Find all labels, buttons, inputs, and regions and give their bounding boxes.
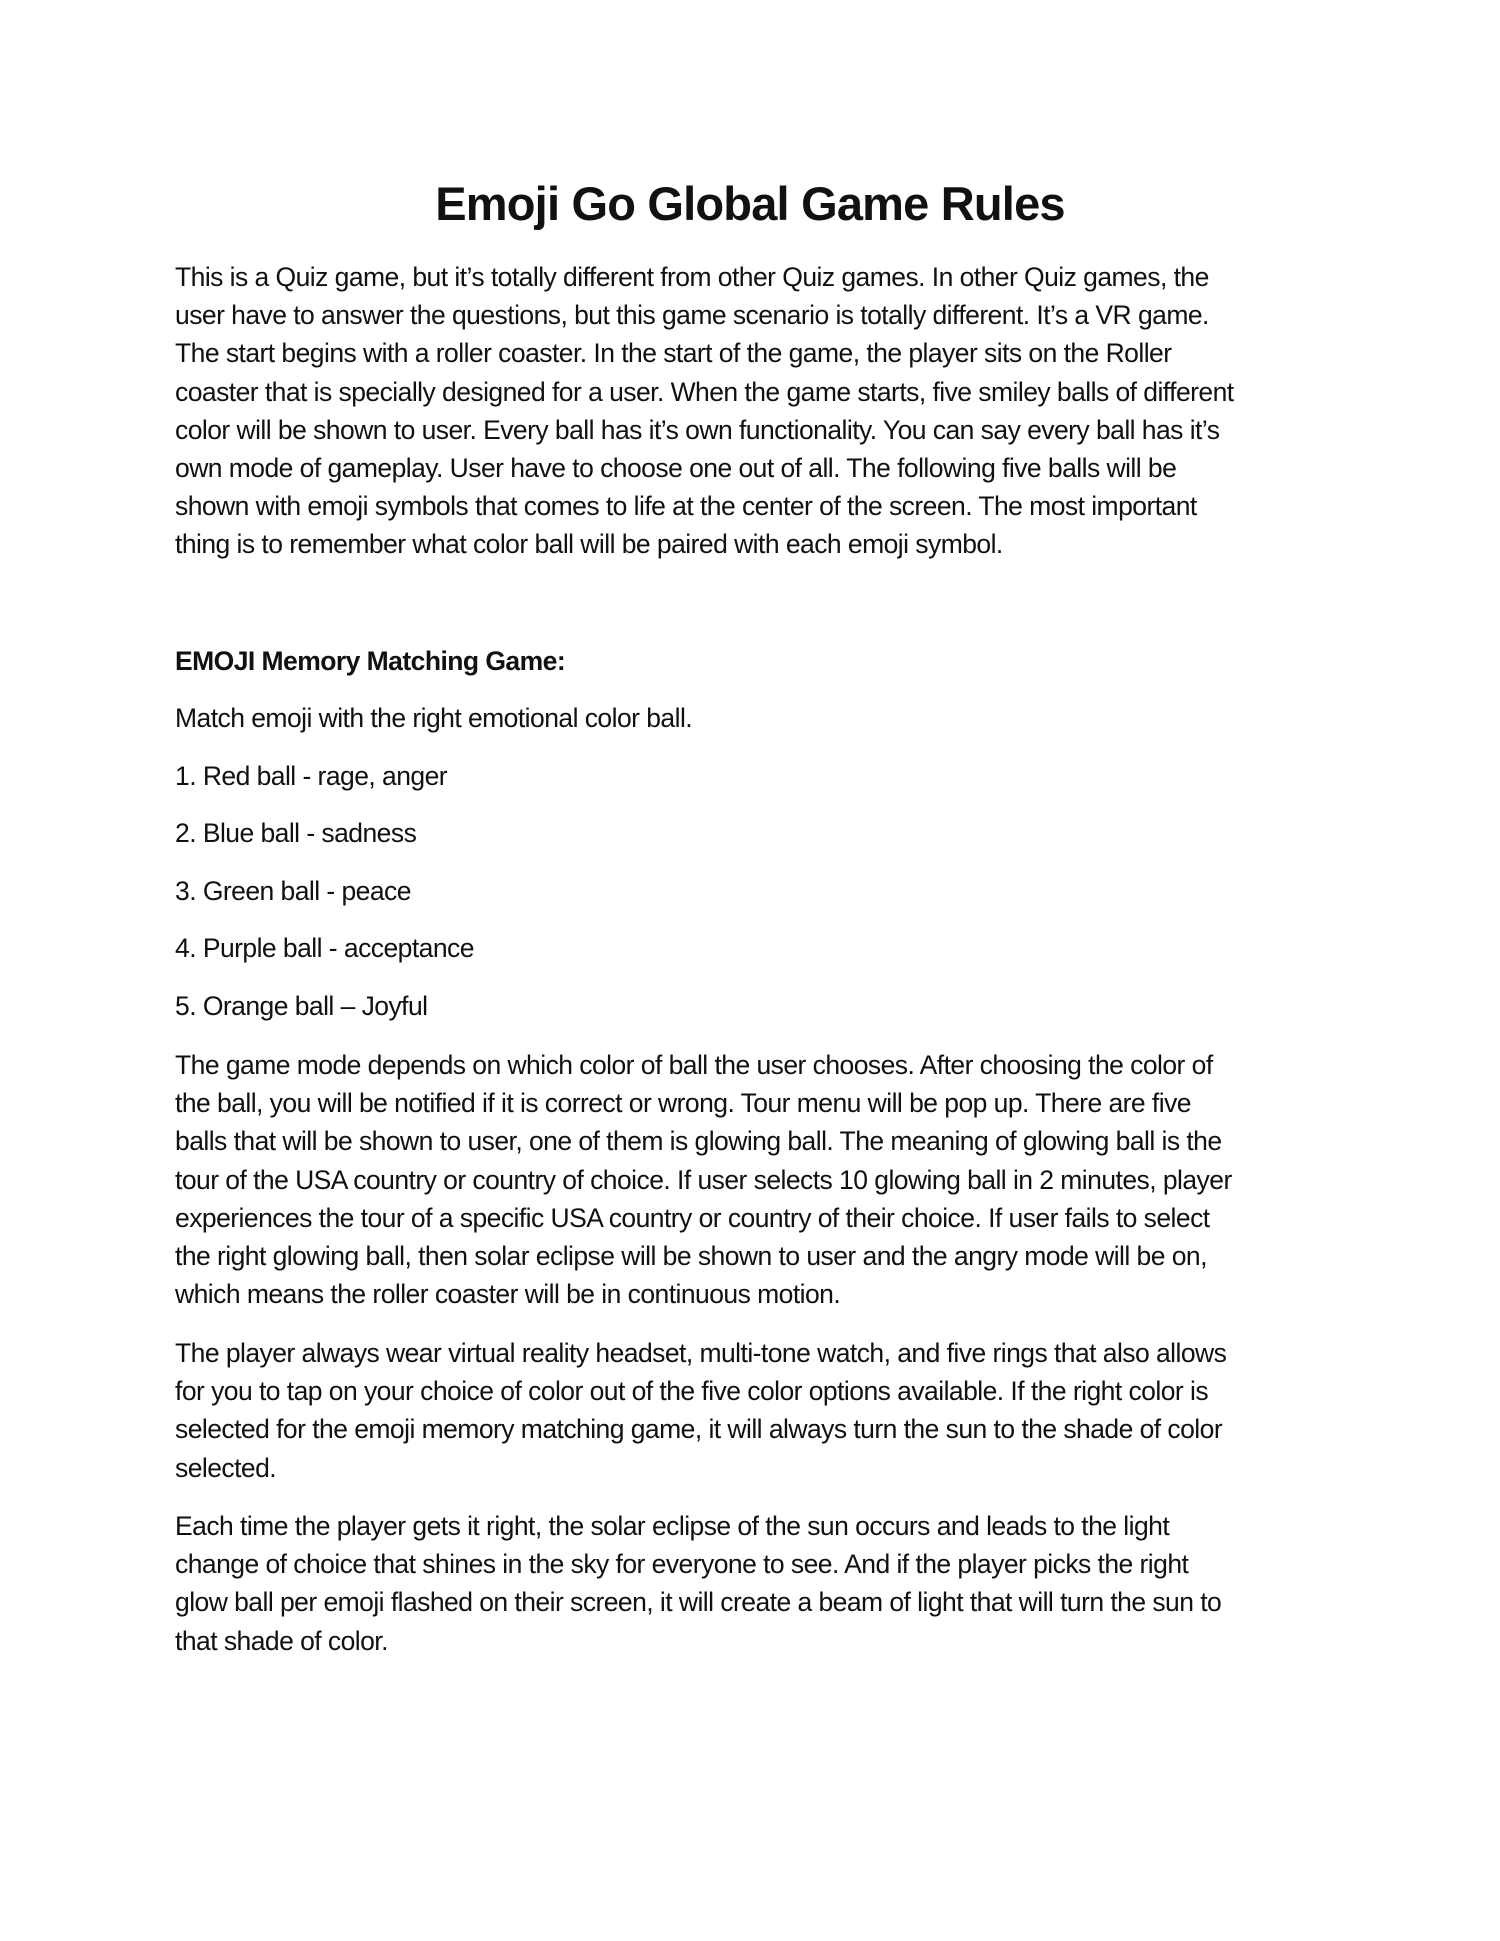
document-title: Emoji Go Global Game Rules [435, 177, 1065, 230]
text-line: the ball, you will be notified if it is correct or wrong. Tour menu will be pop up. There are five [175, 1088, 1191, 1119]
text-line: that shade of color. [175, 1625, 388, 1656]
text-line: The player always wear virtual reality headset, multi-tone watch, and five rings that also allows [175, 1338, 1227, 1368]
list-item: 1. Red ball - rage, anger [175, 760, 448, 791]
text-line: shown with emoji symbols that comes to life at the center of the screen. The most important [175, 491, 1197, 522]
color-list [175, 699, 692, 1045]
text-line: change of choice that shines in the sky for everyone to see. And if the player picks the right [175, 1549, 1189, 1580]
text-line: selected for the emoji memory matching game, it will always turn the sun to the shade of color [175, 1414, 1223, 1445]
text-line: user have to answer the questions, but this game scenario is totally different. It’s a VR game. [175, 300, 1209, 331]
text-line: thing is to remember what color ball will be paired with each emoji symbol. [175, 529, 1003, 560]
text-line: glow ball per emoji flashed on their screen, it will create a beam of light that will turn the sun to [175, 1587, 1222, 1618]
text-line: The start begins with a roller coaster. In the start of the game, the player sits on the Roller [175, 338, 1172, 369]
text-line: which means the roller coaster will be in continuous motion. [175, 1279, 841, 1310]
list-item: 5. Orange ball – Joyful [175, 990, 428, 1021]
text-line: coaster that is specially designed for a user. When the game starts, five smiley balls of different [175, 376, 1234, 407]
eclipse-paragraph [175, 1507, 1221, 1660]
section-intro: Match emoji with the right emotional color ball. [175, 703, 693, 733]
text-line: balls that will be shown to user, one of them is glowing ball. The meaning of glowing ball is the [175, 1126, 1222, 1157]
intro-paragraph [175, 258, 1234, 564]
list-item: 2. Blue ball - sadness [175, 818, 417, 849]
text-line: own mode of gameplay. User have to choose one out of all. The following five balls will be [175, 452, 1177, 483]
equipment-paragraph [175, 1334, 1226, 1487]
text-line: tour of the USA country or country of choice. If user selects 10 glowing ball in 2 minutes, player [175, 1164, 1232, 1195]
list-item: 3. Green ball - peace [175, 875, 411, 906]
section-heading: EMOJI Memory Matching Game: [175, 646, 566, 676]
list-item: 4. Purple ball - acceptance [175, 933, 474, 964]
text-line: The game mode depends on which color of ball the user chooses. After choosing the color of [175, 1050, 1213, 1080]
text-line: experiences the tour of a specific USA country or country of their choice. If user fails to select [175, 1202, 1210, 1233]
text-line: Each time the player gets it right, the solar eclipse of the sun occurs and leads to the light [175, 1511, 1170, 1541]
text-line: the right glowing ball, then solar eclipse will be shown to user and the angry mode will be on, [175, 1240, 1207, 1271]
memory-game-section [175, 642, 565, 680]
text-line: color will be shown to user. Every ball has it’s own functionality. You can say every ball has it’s [175, 414, 1220, 445]
text-line: for you to tap on your choice of color out of the five color options available. If the right color is [175, 1376, 1209, 1407]
game-mode-paragraph [175, 1046, 1232, 1313]
text-line: This is a Quiz game, but it’s totally different from other Quiz games. In other Quiz games, the [175, 262, 1209, 292]
text-line: selected. [175, 1452, 277, 1483]
